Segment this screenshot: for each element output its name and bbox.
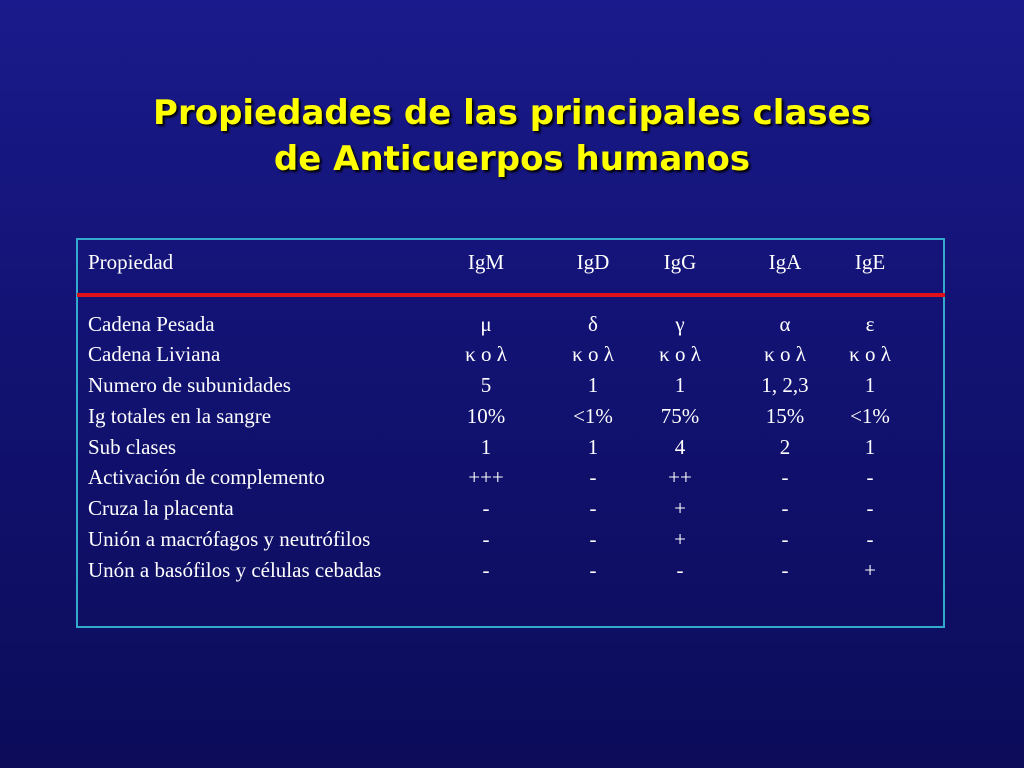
header-label-propiedad: Propiedad — [88, 250, 174, 274]
row-label: Activación de complemento — [88, 465, 325, 489]
table-cell: ε — [865, 312, 875, 336]
row-label: Ig totales en la sangre — [88, 404, 272, 428]
table-cell: - — [781, 496, 789, 520]
table-cell: <1% — [573, 404, 613, 428]
slide-title-line-2: de Anticuerpos humanos — [273, 139, 751, 179]
table-cell: 75% — [660, 404, 700, 428]
row-label: Unión a macrófagos y neutrófilos — [88, 527, 371, 551]
table-cell: - — [589, 496, 597, 520]
table-cell: - — [589, 465, 597, 489]
table-cell: α — [779, 312, 791, 336]
table-cell: - — [482, 527, 490, 551]
slide-title — [0, 90, 1024, 182]
table-cell: γ — [675, 312, 685, 336]
table-cell: κ o λ — [764, 342, 806, 366]
table-cell: - — [866, 496, 874, 520]
table-cell: - — [866, 465, 874, 489]
row-label: Unón a basófilos y células cebadas — [88, 558, 382, 582]
table-cell: - — [866, 527, 874, 551]
table-cell: 1, 2,3 — [761, 373, 809, 397]
table-cell: - — [781, 527, 789, 551]
table-cell: - — [781, 465, 789, 489]
table-cell: - — [781, 558, 789, 582]
row-label: Sub clases — [88, 435, 177, 459]
column-header-igm: IgM — [467, 250, 505, 274]
table-cell: 1 — [674, 373, 686, 397]
row-label: Cadena Liviana — [88, 342, 221, 366]
column-header-igd: IgD — [576, 250, 610, 274]
table-cell: 2 — [779, 435, 791, 459]
table-cell: 1 — [587, 435, 599, 459]
table-cell: μ — [480, 312, 492, 336]
table-cell: - — [589, 558, 597, 582]
table-cell: + — [674, 527, 686, 551]
table-cell: 4 — [674, 435, 686, 459]
table-cell: <1% — [850, 404, 890, 428]
table-cell: κ o λ — [849, 342, 891, 366]
table-cell: ++ — [668, 465, 692, 489]
table-cell: + — [674, 496, 686, 520]
table-cell: - — [676, 558, 684, 582]
row-label: Cadena Pesada — [88, 312, 215, 336]
column-header-igg: IgG — [663, 250, 697, 274]
table-cell: 5 — [480, 373, 492, 397]
table-cell: κ o λ — [465, 342, 507, 366]
column-header-ige: IgE — [854, 250, 886, 274]
table-cell: - — [482, 496, 490, 520]
table-cell: + — [864, 558, 876, 582]
table-cell: 1 — [587, 373, 599, 397]
row-label: Cruza la placenta — [88, 496, 234, 520]
column-header-iga: IgA — [768, 250, 802, 274]
table-cell: 1 — [480, 435, 492, 459]
table-cell: 1 — [864, 435, 876, 459]
table-cell: 1 — [864, 373, 876, 397]
table-cell: κ o λ — [659, 342, 701, 366]
slide-title-line-1: Propiedades de las principales clases — [153, 93, 871, 133]
table-cell: - — [589, 527, 597, 551]
header-divider — [77, 293, 945, 297]
table-cell: +++ — [468, 465, 504, 489]
table-cell: 15% — [765, 404, 805, 428]
table-cell: - — [482, 558, 490, 582]
table-cell: κ o λ — [572, 342, 614, 366]
table-cell: 10% — [466, 404, 506, 428]
table-cell: δ — [588, 312, 598, 336]
row-label: Numero de subunidades — [88, 373, 291, 397]
